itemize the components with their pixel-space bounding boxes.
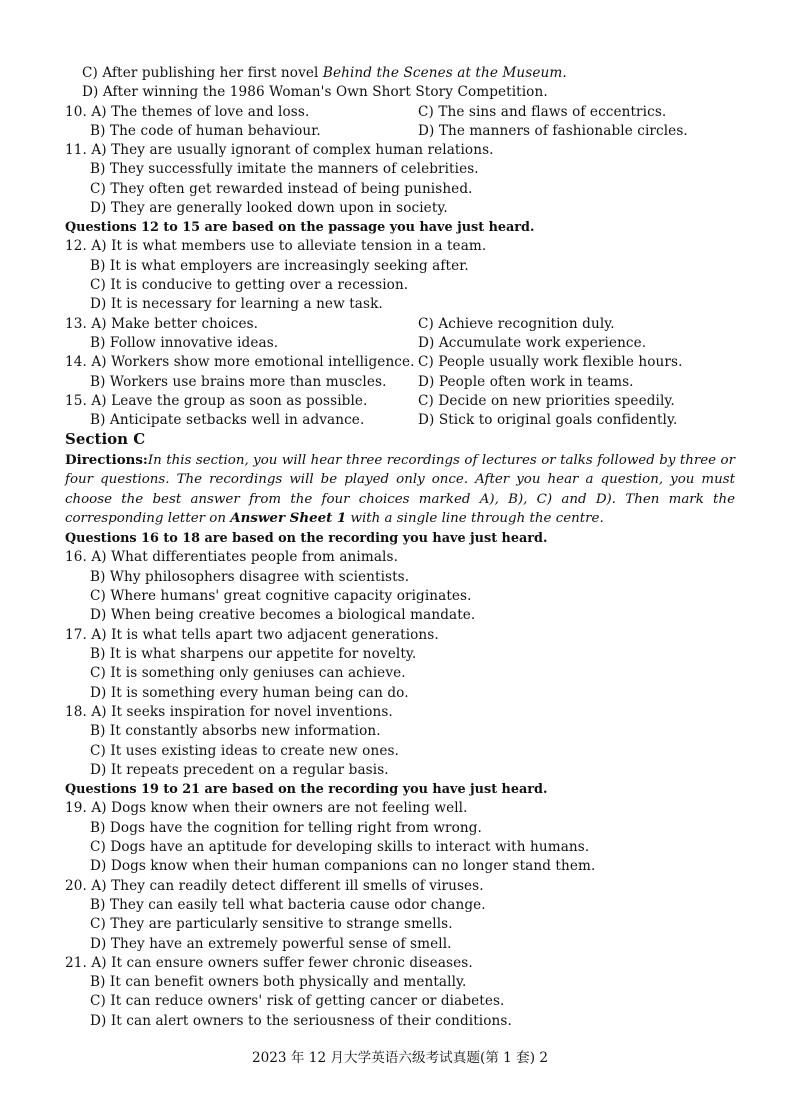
answer-option-line: 21. A) It can ensure owners suffer fewer chronic diseases. xyxy=(65,955,473,971)
answer-option-line: B) It constantly absorbs new information. xyxy=(90,723,381,739)
answer-option-line: C) Achieve recognition duly. xyxy=(418,316,615,332)
answer-option-line: C) It uses existing ideas to create new ones. xyxy=(90,743,399,759)
answer-option-line: D) When being creative becomes a biological mandate. xyxy=(90,607,476,623)
question-group-header: Questions 12 to 15 are based on the passage you have just heard. xyxy=(65,220,535,235)
answer-option-line: D) It repeats precedent on a regular basis. xyxy=(90,762,389,778)
answer-option-line: C) The sins and flaws of eccentrics. xyxy=(418,104,667,120)
answer-option-line: B) Dogs have the cognition for telling right from wrong. xyxy=(90,820,482,836)
answer-option-line: B) They can easily tell what bacteria cause odor change. xyxy=(90,897,486,913)
answer-option-line: D) It is necessary for learning a new task. xyxy=(90,296,383,312)
answer-option-line: C) It is something only geniuses can achieve. xyxy=(90,665,406,681)
answer-option-line: C) After publishing her first novel Behind the Scenes at the Museum. xyxy=(82,65,567,81)
answer-option-line: C) Where humans' great cognitive capacity originates. xyxy=(90,588,472,604)
answer-option-line: D) People often work in teams. xyxy=(418,374,634,390)
answer-option-line: D) Dogs know when their human companions can no longer stand them. xyxy=(90,858,596,874)
page-footer: 2023 年 12 月大学英语六级考试真题(第 1 套) 2 xyxy=(251,1050,549,1066)
answer-option-line: C) They often get rewarded instead of being punished. xyxy=(90,181,473,197)
answer-option-line: 13. A) Make better choices. xyxy=(65,316,259,332)
answer-option-line: D) The manners of fashionable circles. xyxy=(418,123,688,139)
answer-option-line: 20. A) They can readily detect different ill smells of viruses. xyxy=(65,878,484,894)
answer-option-line: C) They are particularly sensitive to strange smells. xyxy=(90,916,453,932)
directions-text: In this section, you will hear three recordings of lectures or talks followed by three or four questions. The recordings will be played only once. After you hear a question, you must choose the best answer from the four choices marked A), B), C) and D). Then mark the corresponding letter on xyxy=(65,453,735,527)
answer-option-line: D) They have an extremely powerful sense of smell. xyxy=(90,936,452,952)
answer-option-line: 15. A) Leave the group as soon as possible. xyxy=(65,393,368,409)
answer-option-line: 18. A) It seeks inspiration for novel inventions. xyxy=(65,704,393,720)
answer-option-line: B) It can benefit owners both physically and mentally. xyxy=(90,974,467,990)
directions-label: Directions: xyxy=(65,452,148,468)
answer-option-line: D) Accumulate work experience. xyxy=(418,335,647,351)
answer-option-line: D) Stick to original goals confidently. xyxy=(418,412,678,428)
answer-option-line: B) It is what sharpens our appetite for novelty. xyxy=(90,646,417,662)
answer-option-line: C) Decide on new priorities speedily. xyxy=(418,393,675,409)
answer-option-line: 17. A) It is what tells apart two adjacent generations. xyxy=(65,627,439,643)
answer-option-line: B) It is what employers are increasingly seeking after. xyxy=(90,258,469,274)
answer-sheet-ref: Answer Sheet 1 xyxy=(230,510,347,527)
directions-paragraph xyxy=(65,451,735,529)
answer-option-line: C) It can reduce owners' risk of getting cancer or diabetes. xyxy=(90,993,505,1009)
question-group-header: Questions 19 to 21 are based on the recording you have just heard. xyxy=(65,782,548,797)
answer-option-line: B) They successfully imitate the manners of celebrities. xyxy=(90,161,479,177)
answer-option-line: C) Dogs have an aptitude for developing skills to interact with humans. xyxy=(90,839,590,855)
answer-option-line: C) People usually work flexible hours. xyxy=(418,354,683,370)
answer-option-line: D) It is something every human being can do. xyxy=(90,685,409,701)
answer-option-line: D) It can alert owners to the seriousness of their conditions. xyxy=(90,1013,512,1029)
answer-option-line: C) It is conducive to getting over a recession. xyxy=(90,277,409,293)
answer-option-line: 14. A) Workers show more emotional intelligence. xyxy=(65,354,415,370)
answer-option-line: B) Anticipate setbacks well in advance. xyxy=(90,412,365,428)
answer-option-line: D) After winning the 1986 Woman's Own Short Story Competition. xyxy=(82,84,548,100)
question-group-header: Questions 16 to 18 are based on the recording you have just heard. xyxy=(65,531,548,546)
answer-option-line: 11. A) They are usually ignorant of complex human relations. xyxy=(65,142,494,158)
answer-option-line: 12. A) It is what members use to alleviate tension in a team. xyxy=(65,238,487,254)
directions-text-end: with a single line through the centre. xyxy=(346,511,604,527)
novel-title: Behind the Scenes at the Museum xyxy=(322,65,563,81)
answer-option-line: B) The code of human behaviour. xyxy=(90,123,321,139)
answer-option-line: B) Workers use brains more than muscles. xyxy=(90,374,387,390)
line-tail: . xyxy=(562,65,567,81)
section-heading: Section C xyxy=(65,430,146,448)
answer-option-line: D) They are generally looked down upon in society. xyxy=(90,200,448,216)
answer-option-line: B) Why philosophers disagree with scientists. xyxy=(90,569,410,585)
answer-option-line: B) Follow innovative ideas. xyxy=(90,335,279,351)
answer-option-line: 10. A) The themes of love and loss. xyxy=(65,104,310,120)
answer-option-line: 19. A) Dogs know when their owners are not feeling well. xyxy=(65,800,468,816)
answer-option-line: 16. A) What differentiates people from animals. xyxy=(65,549,398,565)
